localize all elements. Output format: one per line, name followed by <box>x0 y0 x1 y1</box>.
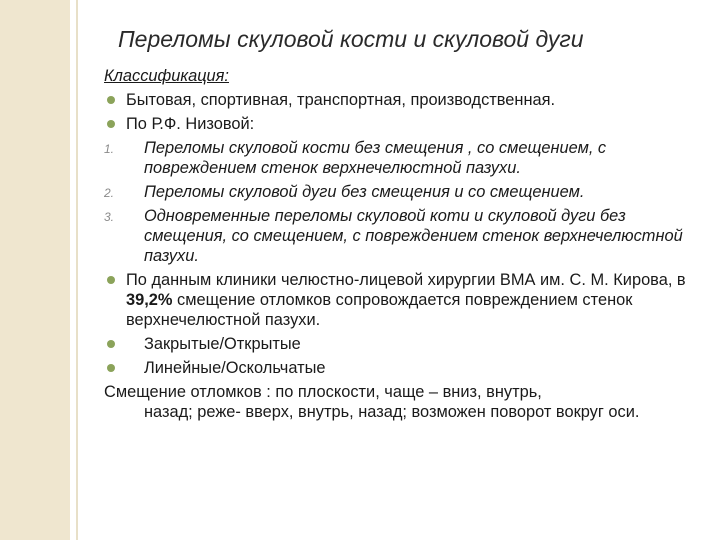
bullet-icon <box>107 276 115 284</box>
clinic-text-pre: По данным клиники челюстно-лицевой хирургии ВМА им. С. М. Кирова, в <box>126 271 686 289</box>
bullet-text: Линейные/Оскольчатые <box>144 359 326 377</box>
bullet-item <box>104 334 704 354</box>
bullet-text: Закрытые/Открытые <box>144 335 301 353</box>
bullet-item <box>104 114 704 134</box>
classification-heading: Классификация: <box>104 67 229 85</box>
bullet-icon <box>107 96 115 104</box>
bullet-icon <box>107 340 115 348</box>
item-number: 1. <box>104 142 115 156</box>
displacement-paragraph <box>104 382 704 422</box>
numbered-item <box>104 182 704 202</box>
item-number: 3. <box>104 210 115 224</box>
clinic-text-post: смещение отломков сопровождается повреждением стенок верхнечелюстной пазухи. <box>126 291 633 329</box>
numbered-item <box>104 138 704 178</box>
item-text: Переломы скуловой дуги без смещения и со смещением. <box>144 183 585 201</box>
bullet-text: По Р.Ф. Низовой: <box>126 115 255 133</box>
clinic-percent: 39,2% <box>126 291 173 309</box>
item-number: 2. <box>104 186 115 200</box>
displacement-continuation: назад; реже- вверх, внутрь, назад; возможен поворот вокруг оси. <box>144 403 640 421</box>
bullet-item <box>104 358 704 378</box>
side-decoration <box>0 0 70 540</box>
side-divider <box>76 0 78 540</box>
bullet-icon <box>107 364 115 372</box>
bullet-item <box>104 90 704 110</box>
item-text: Одновременные переломы скуловой коти и скуловой дуги без смещения, со смещением, с повреждением стенок верхнечелюстной пазухи. <box>144 207 683 265</box>
displacement-line: Смещение отломков : по плоскости, чаще – вниз, внутрь, <box>104 383 542 401</box>
item-text: Переломы скуловой кости без смещения , со смещением, с повреждением стенок верхнечелюстной пазухи. <box>144 139 607 177</box>
bullet-text: Бытовая, спортивная, транспортная, производственная. <box>126 91 556 109</box>
bullet-item <box>104 270 704 330</box>
numbered-item <box>104 206 704 266</box>
slide-body <box>104 66 704 426</box>
slide-title: Переломы скуловой кости и скуловой дуги <box>118 26 584 52</box>
bullet-icon <box>107 120 115 128</box>
